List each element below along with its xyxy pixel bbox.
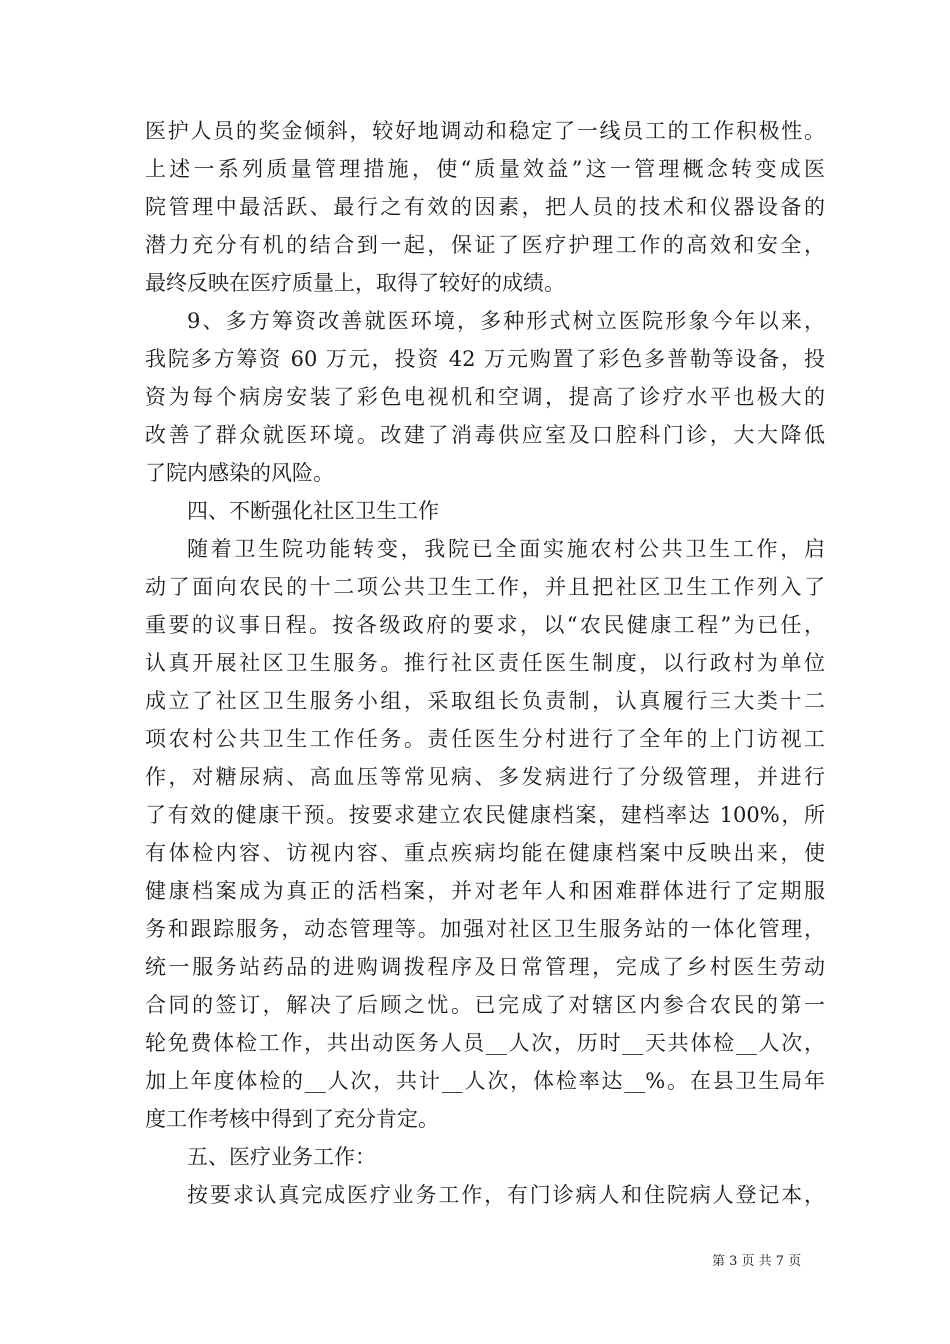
- text-line: 院管理中最活跃、最行之有效的因素，把人员的技术和仪器设备的: [145, 195, 825, 219]
- text-line: 潜力充分有机的结合到一起，保证了医疗护理工作的高效和安全，: [145, 233, 825, 257]
- document-body: [145, 112, 825, 1214]
- text-line: 改善了群众就医环境。改建了消毒供应室及口腔科门诊，大大降低: [145, 423, 825, 447]
- text-line: 加上年度体检的__人次，共计__人次，体检率达__%。在县卫生局年: [145, 1069, 825, 1093]
- text-line: 务和跟踪服务，动态管理等。加强对社区卫生服务站的一体化管理，: [145, 917, 825, 941]
- text-line: 重要的议事日程。按各级政府的要求，以“农民健康工程”为已任，: [145, 613, 825, 637]
- text-line: 了院内感染的风险。: [145, 461, 334, 485]
- text-line: 我院多方筹资 60 万元，投资 42 万元购置了彩色多普勒等设备，投: [145, 347, 825, 371]
- text-line: 认真开展社区卫生服务。推行社区责任医生制度，以行政村为单位: [145, 651, 825, 675]
- text-line: 随着卫生院功能转变，我院已全面实施农村公共卫生工作，启: [187, 537, 825, 561]
- text-line: 合同的签订，解决了后顾之忧。已完成了对辖区内参合农民的第一: [145, 993, 825, 1017]
- text-line: 按要求认真完成医疗业务工作，有门诊病人和住院病人登记本，: [187, 1183, 825, 1207]
- text-line: 动了面向农民的十二项公共卫生工作，并且把社区卫生工作列入了: [145, 575, 825, 599]
- text-line: 了有效的健康干预。按要求建立农民健康档案，建档率达 100%，所: [145, 803, 825, 827]
- text-line: 五、医疗业务工作：: [187, 1145, 376, 1169]
- text-line: 作，对糖尿病、高血压等常见病、多发病进行了分级管理，并进行: [145, 765, 825, 789]
- text-line: 成立了社区卫生服务小组，采取组长负责制，认真履行三大类十二: [145, 689, 825, 713]
- text-line: 最终反映在医疗质量上，取得了较好的成绩。: [145, 271, 565, 295]
- text-line: 有体检内容、访视内容、重点疾病均能在健康档案中反映出来，使: [145, 841, 825, 865]
- text-line: 度工作考核中得到了充分肯定。: [145, 1107, 439, 1131]
- text-line: 上述一系列质量管理措施，使“质量效益”这一管理概念转变成医: [145, 157, 825, 181]
- text-line: 四、不断强化社区卫生工作: [187, 499, 439, 523]
- page-number: 第 3 页 共 7 页: [712, 1254, 802, 1269]
- text-line: 统一服务站药品的进购调拨程序及日常管理，完成了乡村医生劳动: [145, 955, 825, 979]
- text-line: 轮免费体检工作，共出动医务人员__人次，历时__天共体检__人次，: [145, 1031, 825, 1055]
- text-line: 项农村公共卫生工作任务。责任医生分村进行了全年的上门访视工: [145, 727, 825, 751]
- text-line: 资为每个病房安装了彩色电视机和空调，提高了诊疗水平也极大的: [145, 385, 825, 409]
- text-line: 9、多方筹资改善就医环境，多种形式树立医院形象今年以来，: [187, 309, 825, 333]
- text-line: 医护人员的奖金倾斜，较好地调动和稳定了一线员工的工作积极性。: [145, 119, 825, 143]
- text-line: 健康档案成为真正的活档案，并对老年人和困难群体进行了定期服: [145, 879, 825, 903]
